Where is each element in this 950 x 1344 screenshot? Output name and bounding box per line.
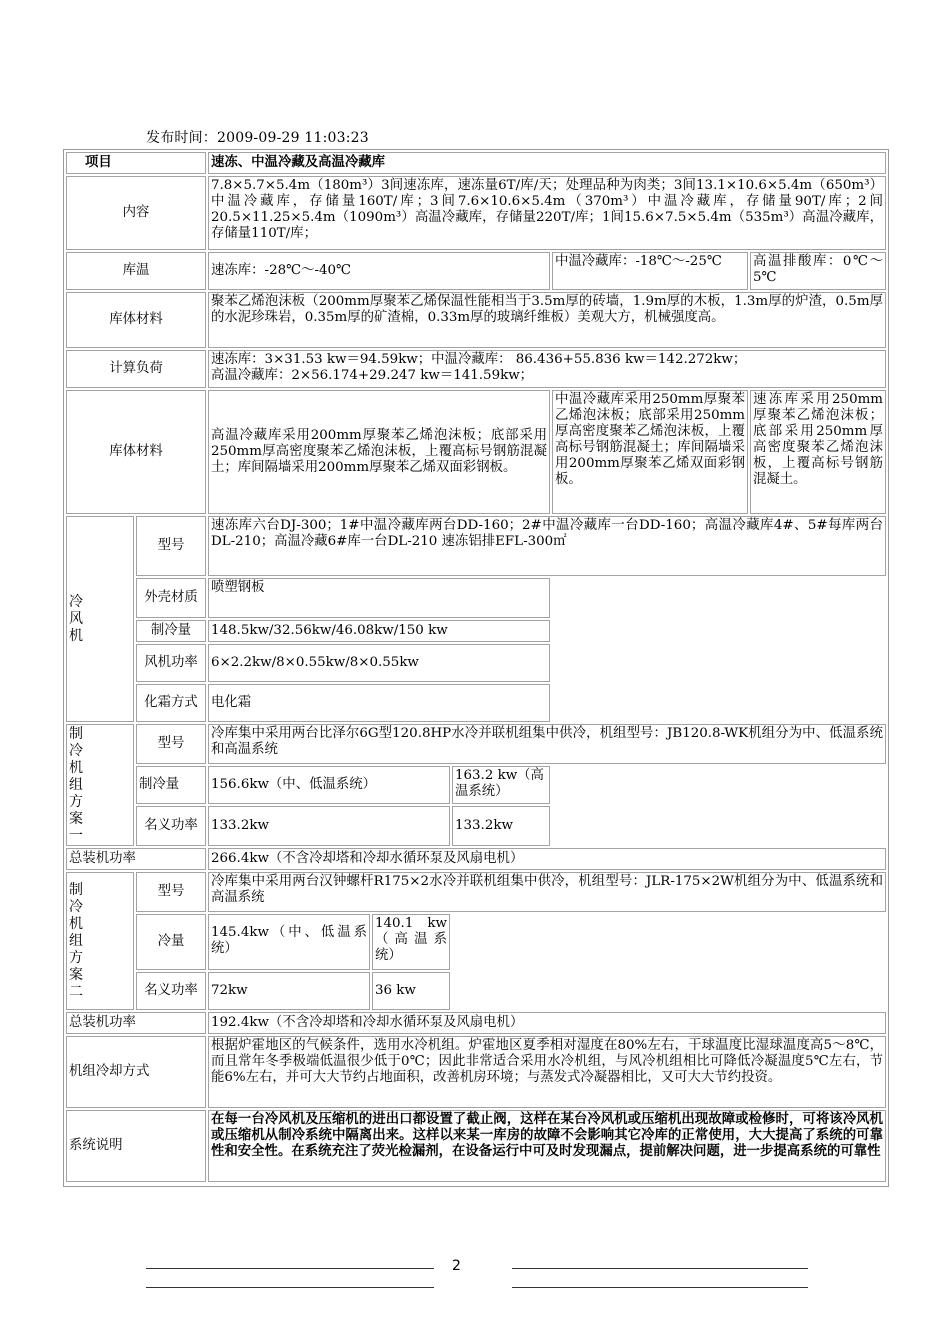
plan2-group-text: 制冷机组方案二 — [69, 881, 83, 1000]
plan2-capacity-v1: 145.4kw（中、低温系统） — [208, 914, 370, 970]
fan-defrost-value: 电化霜 — [208, 684, 550, 722]
load-line-1: 速冻库：3×31.53 kw＝94.59kw；中温冷藏库： 86.436+55.836 kw＝142.272kw； — [211, 352, 747, 367]
load-line-2: 高温冷藏库：2×56.174+29.247 kw＝141.59kw； — [211, 368, 534, 383]
fan-model-label: 型号 — [136, 516, 206, 576]
cooling-label: 机组冷却方式 — [66, 1036, 206, 1108]
temperature-label: 库温 — [66, 252, 206, 290]
fan-shell-value: 喷塑钢板 — [208, 578, 550, 618]
plan2-power-label: 名义功率 — [136, 972, 206, 1010]
fan-capacity-label: 制冷量 — [136, 620, 206, 642]
system-value: 在每一台冷风机及压缩机的进出口都设置了截止阀，这样在某台冷风机或压缩机出现故障或检修时，可将该冷风机或压缩机从制冷系统中隔离出来。这样以来某一库房的故障不会影响其它冷库的正常使用，大大提高了系统的可靠性和安全性。在系统充注了荧光检漏剂，在设备运行中可及时发现漏点，提前解决问题，进一步提高系统的可靠性 — [208, 1110, 886, 1182]
plan1-power-label: 名义功率 — [136, 806, 206, 846]
material2-label: 库体材料 — [66, 390, 206, 514]
temperature-medium: 中温冷藏库：-18℃～-25℃ — [552, 252, 748, 290]
fan-power-value: 6×2.2kw/8×0.55kw/8×0.55kw — [208, 644, 550, 682]
plan1-capacity-v1: 156.6kw（中、低温系统） — [208, 766, 450, 804]
material2-medium: 中温冷藏库采用250mm厚聚苯乙烯泡沫板；底部采用250mm厚高密度聚苯乙烯泡沫板，上覆高标号钢筋混凝土；库间隔墙采用200mm厚聚苯乙烯双面彩钢板。 — [552, 390, 748, 514]
content-value: 7.8×5.7×5.4m（180m³）3间速冻库，速冻量6T/库/天；处理品种为肉类；3间13.1×10.6×5.4m（650m³）中温冷藏库，存储量160T/库；3间7.6×10.6×5.4m（370m³）中温冷藏库，存储量90T/库；2间20.5×11.25×5.4m（1090m³）高温冷藏库，存储量220T/库；1间15.6×7.5×5.4m（535m³）高温冷藏库，存储量110T/库； — [208, 176, 886, 250]
system-label: 系统说明 — [66, 1110, 206, 1182]
material2-quick: 速冻库采用250mm厚聚苯乙烯泡沫板；底部采用250mm厚高密度聚苯乙烯泡沫板，上覆高标号钢筋混凝土。 — [750, 390, 886, 514]
content-label: 内容 — [66, 176, 206, 250]
load-value — [208, 350, 886, 388]
plan2-group-label — [66, 872, 134, 1010]
plan2-model-value: 冷库集中采用两台汉钟螺杆R175×2水冷并联机组集中供冷，机组型号：JLR-175×2W机组分为中、低温系统和高温系统 — [208, 872, 886, 912]
plan1-group-label — [66, 724, 134, 846]
fan-power-label: 风机功率 — [136, 644, 206, 682]
temperature-high: 高温排酸库：0℃～5℃ — [750, 252, 886, 290]
plan2-total-value: 192.4kw（不含冷却塔和冷却水循环泵及风扇电机） — [208, 1012, 886, 1034]
plan2-total-label: 总装机功率 — [66, 1012, 206, 1034]
cooling-value: 根据炉霍地区的气候条件，选用水冷机组。炉霍地区夏季相对湿度在80%左右，干球温度比湿球温度高5～8℃，而且常年冬季极端低温很少低于0℃；因此非常适合采用水冷机组，与风冷机组相比可降低冷凝温度5℃左右，节能6%左右，并可大大节约占地面积，改善机房环境；与蒸发式冷凝器相比，又可大大节约投资。 — [208, 1036, 886, 1108]
material2-high-text: 高温冷藏库采用200mm厚聚苯乙烯泡沫板；底部采用250mm厚高密度聚苯乙烯泡沫板，上覆高标号钢筋混凝土；库间隔墙采用200mm厚聚苯乙烯双面彩钢板。 — [211, 428, 547, 475]
fan-model-value: 速冻库六台DJ-300；1#中温冷藏库两台DD-160；2#中温冷藏库一台DD-160；高温冷藏库4#、5#每库两台DL-210；高温冷藏6#库一台DL-210 速冻铝排EFL-300㎡ — [208, 516, 886, 576]
footer-rule-left-2 — [146, 1287, 434, 1288]
material-label: 库体材料 — [66, 292, 206, 348]
footer-rule-right-1 — [512, 1268, 808, 1269]
fan-group-label — [66, 516, 134, 722]
material-value: 聚苯乙烯泡沫板（200mm厚聚苯乙烯保温性能相当于3.5m厚的砖墙，1.9m厚的木板，1.3m厚的炉渣，0.5m厚的水泥珍珠岩，0.35m厚的矿渣棉，0.33m厚的玻璃纤维板）美观大方，机械强度高。 — [208, 292, 886, 348]
footer-rule-right-2 — [512, 1287, 808, 1288]
plan1-power-v1: 133.2kw — [208, 806, 450, 846]
fan-defrost-label: 化霜方式 — [136, 684, 206, 722]
spec-table — [63, 149, 889, 1187]
footer-rule-left-1 — [146, 1268, 434, 1269]
plan1-total-value: 266.4kw（不含冷却塔和冷却水循环泵及风扇电机） — [208, 848, 886, 870]
plan2-capacity-label: 冷量 — [136, 914, 206, 970]
fan-shell-label: 外壳材质 — [136, 578, 206, 618]
page-number: 2 — [452, 1258, 461, 1274]
plan1-model-value: 冷库集中采用两台比泽尔6G型120.8HP水冷并联机组集中供冷，机组型号：JB120.8-WK机组分为中、低温系统和高温系统 — [208, 724, 886, 764]
plan1-total-label: 总装机功率 — [66, 848, 206, 870]
plan2-capacity-v2: 140.1 kw（高温系统） — [372, 914, 450, 970]
header-item-value: 速冻、中温冷藏及高温冷藏库 — [208, 152, 886, 174]
plan1-power-v2: 133.2kw — [452, 806, 550, 846]
fan-capacity-value: 148.5kw/32.56kw/46.08kw/150 kw — [208, 620, 550, 642]
header-item-label: 项目 — [66, 152, 206, 174]
temperature-quickfreeze: 速冻库：-28℃～-40℃ — [208, 252, 550, 290]
plan1-model-label: 型号 — [136, 724, 206, 764]
plan1-capacity-label: 制冷量 — [136, 766, 206, 804]
publish-time: 发布时间：2009-09-29 11:03:23 — [146, 130, 369, 146]
plan2-power-v2: 36 kw — [372, 972, 450, 1010]
plan2-model-label: 型号 — [136, 872, 206, 912]
plan1-capacity-v2: 163.2 kw（高温系统） — [452, 766, 550, 804]
material2-high — [208, 390, 550, 514]
plan1-group-text: 制冷机组方案一 — [69, 725, 83, 844]
fan-group-text: 冷风机 — [69, 593, 83, 644]
load-label: 计算负荷 — [66, 350, 206, 388]
plan2-power-v1: 72kw — [208, 972, 370, 1010]
